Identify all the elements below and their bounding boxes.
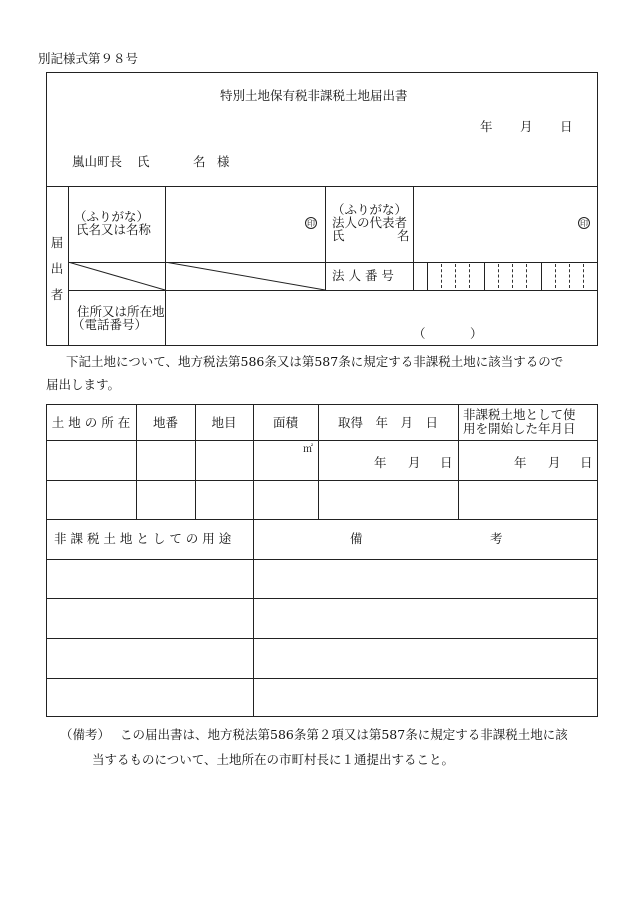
rep-furigana-label: （ふりがな） [332,202,408,217]
name-furigana-label: （ふりがな） [74,209,150,224]
form-number: 別記様式第９８号 [38,51,139,66]
phone-close-paren: ） [470,326,483,341]
remarks-header-2: 考 [490,531,503,546]
notifier-side-label: 届 出 者 [50,235,64,302]
header-area: 面積 [272,415,298,430]
header-start-use-line2: 用を開始した年月日 [463,421,576,436]
date-year-label: 年 [480,119,493,134]
addressee-shi: 氏 [137,154,150,169]
header-start-use-line1: 非課税土地として使 [463,407,576,422]
remarks-header-1: 備 [350,531,363,546]
area-unit: ㎡ [303,444,313,455]
intro-text-line1: 下記土地について、地方税法第586条又は第587条に規定する非課税土地に該当するので [66,354,564,369]
phone-open-paren: （ [413,326,426,341]
header-lot-number: 地番 [152,415,178,430]
note-label: （備考） [60,727,111,742]
addressee-town: 嵐山町長 [72,154,123,169]
corp-number-label: 法 人 番 号 [332,268,394,283]
form-title: 特別土地保有税非課税土地届出書 [220,88,408,103]
start-month-label: 月 [548,455,561,470]
intro-text-line2: 届出します。 [46,377,121,392]
acquired-month-label: 月 [408,455,421,470]
header-land-category: 地目 [211,415,237,430]
seal-mark-icon: 印 [307,219,315,228]
diagonal-strike [68,262,326,290]
start-day-label: 日 [580,455,593,470]
address-label: 住所又は所在地 [77,304,165,319]
usage-table [46,519,598,717]
rep-label-shi: 氏 [332,228,345,243]
header-location: 土 地 の 所 在 [51,415,131,430]
rep-seal-mark-icon: 印 [580,219,588,228]
name-label: 氏名又は名称 [76,222,152,237]
note-line2: 当するものについて、土地所在の市町村長に１通提出すること。 [92,752,455,767]
start-year-label: 年 [514,455,527,470]
acquired-year-label: 年 [374,455,387,470]
phone-label: （電話番号） [72,317,148,332]
addressee-mei: 名 [193,154,206,169]
rep-label-mei: 名 [397,228,410,243]
acquired-day-label: 日 [440,455,453,470]
header-acquired-date: 取得 年 月 日 [337,415,438,430]
usage-header: 非 課 税 土 地 と し て の 用 途 [54,531,232,546]
date-day-label: 日 [560,119,573,134]
rep-label: 法人の代表者 [332,215,408,230]
date-month-label: 月 [520,119,533,134]
addressee-sama: 様 [217,154,230,169]
note-line1: この届出書は、地方税法第586条第２項又は第587条に規定する非課税土地に該 [120,727,568,742]
